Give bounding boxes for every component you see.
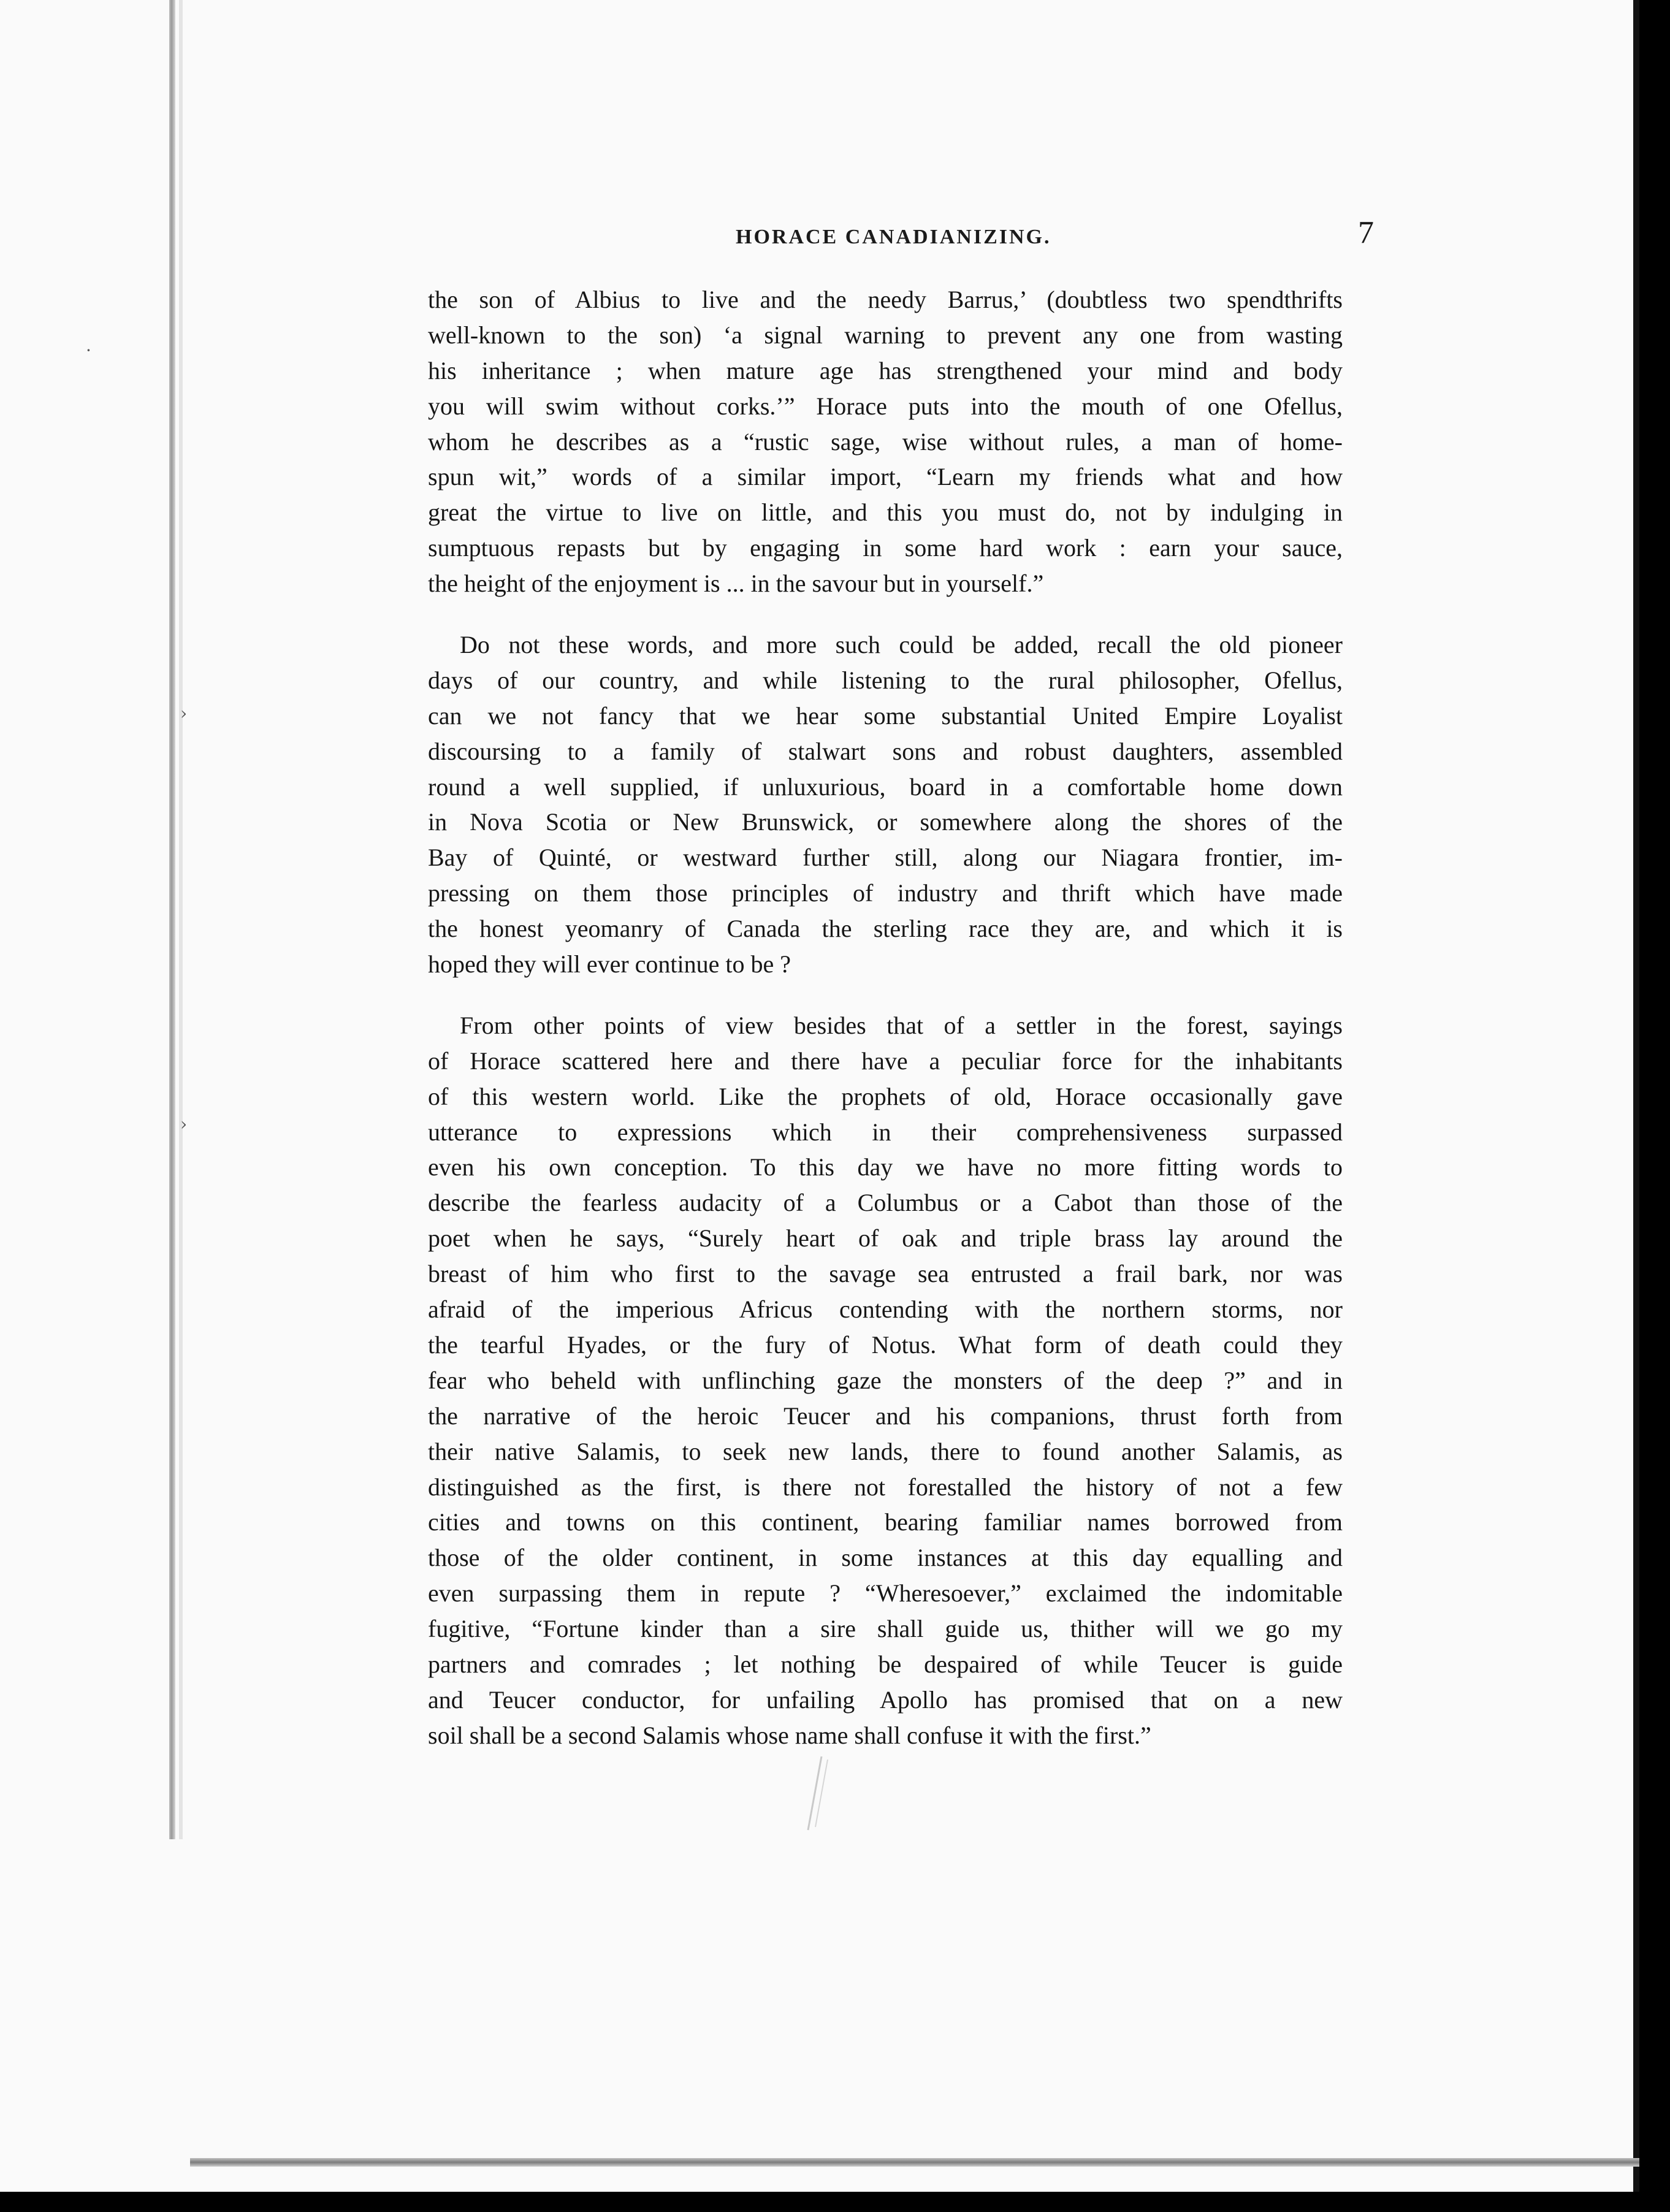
text-line: their native Salamis, to seek new lands, there to found another Salamis, as: [428, 1437, 1343, 1465]
text-line: can we not fancy that we hear some substantial United Empire Loyalist: [428, 701, 1343, 730]
text-line: the narrative of the heroic Teucer and his companions, thrust forth from: [428, 1402, 1343, 1430]
text-line: From other points of view besides that of a settler in the forest, sayings: [460, 1011, 1343, 1039]
page-bottom-edge: [190, 2158, 1639, 2167]
text-line: the tearful Hyades, or the fury of Notus. What form of death could they: [428, 1330, 1343, 1359]
text-line: fear who beheld with unflinching gaze the monsters of the deep ?” and in: [428, 1366, 1343, 1394]
text-line: spun wit,” words of a similar import, “Learn my friends what and how: [428, 463, 1343, 491]
text-line: breast of him who first to the savage sea entrusted a frail bark, nor was: [428, 1260, 1343, 1288]
text-line: describe the fearless audacity of a Columbus or a Cabot than those of the: [428, 1189, 1343, 1217]
text-line: Bay of Quinté, or westward further still, along our Niagara frontier, im-: [428, 844, 1343, 872]
margin-tick-mark: ›: [180, 703, 188, 723]
text-line: even his own conception. To this day we have no more fitting words to: [428, 1153, 1343, 1181]
margin-speck: ·: [86, 340, 91, 360]
text-line: the honest yeomanry of Canada the sterling race they are, and which it is: [428, 915, 1343, 943]
text-line: and Teucer conductor, for unfailing Apollo has promised that on a new: [428, 1685, 1343, 1714]
body-text: [428, 282, 1343, 1779]
text-line: even surpassing them in repute ? “Wheresoever,” exclaimed the indomitable: [428, 1579, 1343, 1608]
page-right-edge: [1633, 0, 1639, 2192]
binding-gutter-shadow: [179, 0, 183, 1839]
text-line: of this western world. Like the prophets of old, Horace occasionally gave: [428, 1082, 1343, 1110]
paragraph: [428, 282, 1343, 601]
margin-tick-mark: ›: [180, 1114, 188, 1134]
text-line: partners and comrades ; let nothing be despaired of while Teucer is guide: [428, 1650, 1343, 1678]
paragraph: [428, 627, 1343, 982]
text-line: round a well supplied, if unluxurious, board in a comfortable home down: [428, 772, 1343, 801]
text-line: pressing on them those principles of industry and thrift which have made: [428, 879, 1343, 907]
text-line: well-known to the son) ‘a signal warning to prevent any one from wasting: [428, 321, 1343, 349]
text-line: distinguished as the first, is there not forestalled the history of not a few: [428, 1473, 1343, 1501]
paragraph: [428, 1008, 1343, 1753]
text-line: you will swim without corks.’” Horace puts into the mouth of one Ofellus,: [428, 392, 1343, 420]
text-line: whom he describes as a “rustic sage, wise without rules, a man of home-: [428, 427, 1343, 456]
text-line: those of the older continent, in some instances at this day equalling and: [428, 1544, 1343, 1572]
text-line: poet when he says, “Surely heart of oak and triple brass lay around the: [428, 1224, 1343, 1253]
text-line: cities and towns on this continent, bearing familiar names borrowed from: [428, 1508, 1343, 1536]
text-line: hoped they will ever continue to be ?: [428, 950, 791, 978]
page-number: 7: [1358, 215, 1374, 250]
text-line: his inheritance ; when mature age has strengthened your mind and body: [428, 356, 1343, 384]
text-line: the height of the enjoyment is ... in the savour but in yourself.”: [428, 570, 1044, 598]
text-line: great the virtue to live on little, and this you must do, not by indulging in: [428, 498, 1343, 527]
text-line: in Nova Scotia or New Brunswick, or somewhere along the shores of the: [428, 808, 1343, 836]
running-head: HORACE CANADIANIZING.: [736, 226, 1051, 248]
text-line: afraid of the imperious Africus contending with the northern storms, nor: [428, 1295, 1343, 1324]
text-line: the son of Albius to live and the needy Barrus,’ (doubtless two spendthrifts: [428, 286, 1343, 313]
text-line: Do not these words, and more such could be added, recall the old pioneer: [460, 631, 1343, 659]
binding-gutter-line: [169, 0, 175, 1839]
text-line: discoursing to a family of stalwart sons and robust daughters, assembled: [428, 737, 1343, 765]
text-line: utterance to expressions which in their comprehensiveness surpassed: [428, 1118, 1343, 1146]
text-line: fugitive, “Fortune kinder than a sire shall guide us, thither will we go my: [428, 1615, 1343, 1643]
text-line: days of our country, and while listening to the rural philosopher, Ofellus,: [428, 666, 1343, 694]
text-line: of Horace scattered here and there have a peculiar force for the inhabitants: [428, 1047, 1343, 1075]
text-line: sumptuous repasts but by engaging in some hard work : earn your sauce,: [428, 534, 1343, 562]
pencil-stroke-mark: [797, 1753, 834, 1833]
text-line: soil shall be a second Salamis whose name shall confuse it with the first.”: [428, 1721, 1151, 1749]
